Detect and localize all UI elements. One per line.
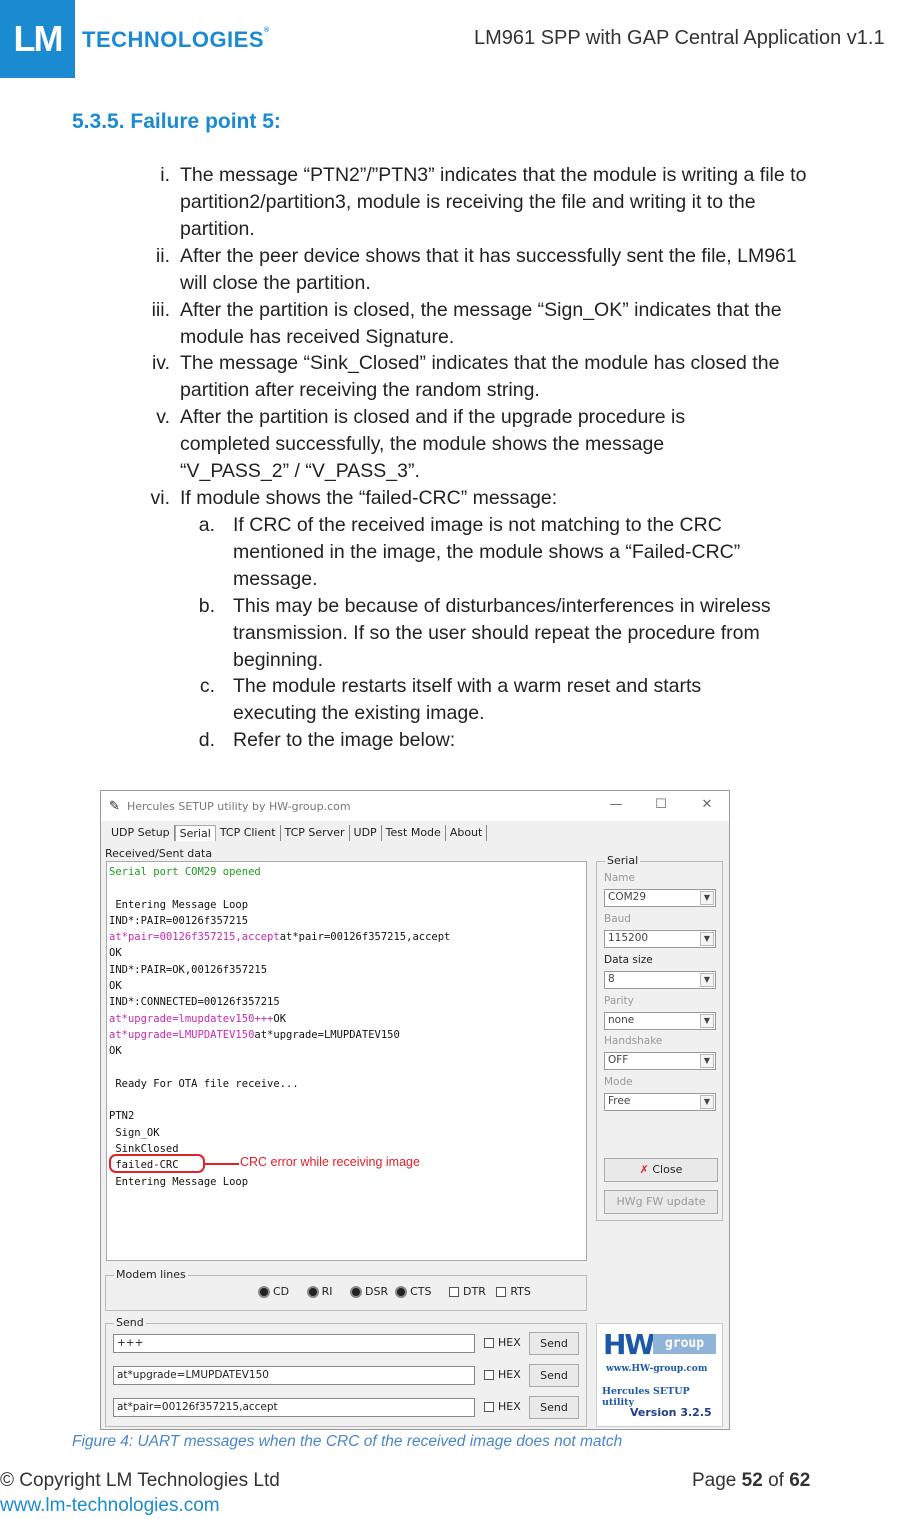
modem-caption: Modem lines <box>116 1268 186 1281</box>
cts-label: CTS <box>410 1285 432 1298</box>
mode-select[interactable]: Free ▼ <box>604 1093 716 1111</box>
fw-update-button[interactable]: HWg FW update <box>604 1190 718 1214</box>
hex-option-2[interactable]: HEX <box>484 1368 521 1381</box>
sublist-text: The module restarts itself with a warm reset and starts executing the existing image. <box>233 675 702 724</box>
terminal-line: Ready For OTA file receive... <box>109 1077 299 1090</box>
send-button-2[interactable]: Send <box>529 1364 579 1387</box>
list-text: After the partition is closed, the message “Sign_OK” indicates that the module has received Signature. <box>180 299 782 348</box>
cts-led-icon <box>395 1286 407 1298</box>
chevron-down-icon: ▼ <box>700 1014 714 1028</box>
serial-caption: Serial <box>607 854 639 867</box>
list-number: vi. <box>150 487 170 509</box>
baud-select[interactable]: 115200 ▼ <box>604 930 716 948</box>
dsr-label: DSR <box>365 1285 389 1298</box>
tab-about[interactable]: About <box>446 825 488 841</box>
tab-bar <box>107 825 487 841</box>
tab-tcp-client[interactable]: TCP Client <box>216 825 281 841</box>
terminal-line <box>109 1060 584 1076</box>
hex-checkbox[interactable] <box>484 1338 494 1348</box>
terminal-line: at*upgrade=lmupdatev150+++OK <box>109 1012 287 1025</box>
chevron-down-icon: ▼ <box>700 932 714 946</box>
terminal-line: IND*:PAIR=OK,00126f357215 <box>109 963 268 976</box>
figure-caption: Figure 4: UART messages when the CRC of the received image does not match <box>72 1433 623 1450</box>
dsr-led-icon <box>350 1286 362 1298</box>
sublist-text: Refer to the image below: <box>233 729 456 751</box>
terminal-line: Entering Message Loop <box>109 898 249 911</box>
version-label: Version 3.2.5 <box>630 1406 712 1419</box>
list-text: After the peer device shows that it has successfully sent the file, LM961 will close the partition. <box>180 245 797 294</box>
tab-tcp-server[interactable]: TCP Server <box>281 825 350 841</box>
name-label: Name <box>604 872 635 884</box>
sublist-text: If CRC of the received image is not matching to the CRC mentioned in the image, the module shows a “Failed-CRC” message. <box>233 514 741 590</box>
terminal-output[interactable] <box>106 861 587 1261</box>
rts-checkbox[interactable] <box>496 1287 506 1297</box>
company-url[interactable]: www.lm-technologies.com <box>0 1495 220 1516</box>
baud-label: Baud <box>604 913 631 925</box>
rts-label: RTS <box>510 1285 531 1298</box>
maximize-icon[interactable]: ☐ <box>655 797 667 812</box>
terminal-line: PTN2 <box>109 1110 135 1123</box>
hercules-screenshot <box>100 790 730 1430</box>
x-icon: ✗ <box>639 1163 649 1176</box>
sublist-letter: b. <box>198 595 215 617</box>
list-number: v. <box>156 406 170 428</box>
terminal-line: Entering Message Loop <box>109 1175 249 1188</box>
terminal-line: at*pair=00126f357215,acceptat*pair=00126f357215,accept <box>109 931 451 944</box>
minimize-icon[interactable]: — <box>609 797 623 812</box>
terminal-line: OK <box>109 980 122 993</box>
hwgroup-brand <box>596 1323 723 1427</box>
sublist-letter: d. <box>198 729 215 751</box>
terminal-line: Serial port COM29 opened <box>109 866 261 878</box>
list-text: The message “Sink_Closed” indicates that the module has closed the partition after receiving the random string. <box>180 352 780 401</box>
sublist-letter: c. <box>199 675 215 697</box>
ri-label: RI <box>321 1285 333 1298</box>
tab-udp[interactable]: UDP <box>350 825 382 841</box>
port-select[interactable]: COM29 ▼ <box>604 889 716 907</box>
parity-select[interactable]: none ▼ <box>604 1012 716 1030</box>
mode-label: Mode <box>604 1076 633 1088</box>
sublist-text: This may be because of disturbances/interferences in wireless transmission. If so the user should repeat the procedure from beginning. <box>233 595 771 671</box>
tab-udp-setup[interactable]: UDP Setup <box>107 825 175 841</box>
section-heading: 5.3.5. Failure point 5: <box>72 110 281 133</box>
terminal-line: SinkClosed <box>109 1143 179 1156</box>
product-name: Hercules SETUP utility <box>602 1386 690 1408</box>
lm-logo-text: TECHNOLOGIES® <box>82 27 270 52</box>
list-text: After the partition is closed and if the upgrade procedure is completed successfully, the module shows the message “V_PASS_2” / “V_PASS_3”. <box>180 406 686 482</box>
app-icon: ✎ <box>109 799 120 814</box>
ri-led-icon <box>307 1286 319 1298</box>
send-input-1[interactable]: +++ <box>113 1334 475 1353</box>
hex-option-1[interactable]: HEX <box>484 1336 521 1349</box>
hex-checkbox[interactable] <box>484 1402 494 1412</box>
sublist-letter: a. <box>198 514 215 536</box>
list-item <box>140 162 840 242</box>
parity-label: Parity <box>604 995 634 1007</box>
received-label: Received/Sent data <box>105 847 213 860</box>
terminal-line <box>109 880 584 896</box>
list-text: If module shows the “failed-CRC” message: <box>180 487 558 509</box>
chevron-down-icon: ▼ <box>700 973 714 987</box>
terminal-line: OK <box>109 1045 122 1058</box>
chevron-down-icon: ▼ <box>700 1095 714 1109</box>
close-port-button[interactable]: ✗ Close <box>604 1158 718 1182</box>
error-highlight <box>109 1154 205 1173</box>
handshake-label: Handshake <box>604 1035 663 1047</box>
hw-url: www.HW-group.com <box>606 1364 708 1374</box>
dtr-label: DTR <box>463 1285 486 1298</box>
terminal-line: IND*:PAIR=00126f357215 <box>109 914 249 927</box>
terminal-line <box>109 1092 584 1108</box>
send-button-3[interactable]: Send <box>529 1396 579 1419</box>
list-number: iii. <box>151 299 170 321</box>
group-logo: group <box>653 1334 716 1354</box>
handshake-select[interactable]: OFF ▼ <box>604 1052 716 1070</box>
page-number: Page 52 of 62 <box>692 1470 811 1491</box>
window-title: Hercules SETUP utility by HW-group.com <box>127 799 351 813</box>
list-number: ii. <box>155 245 170 267</box>
cd-label: CD <box>273 1285 290 1298</box>
cd-led-icon <box>258 1286 270 1298</box>
list-number: i. <box>160 164 170 186</box>
close-icon[interactable]: ✕ <box>701 797 713 812</box>
lm-logo-mark: LM <box>0 0 75 78</box>
modem-indicators <box>258 1285 531 1298</box>
chevron-down-icon: ▼ <box>700 1054 714 1068</box>
hex-option-3[interactable]: HEX <box>484 1400 521 1413</box>
annotation-arrow <box>205 1163 239 1165</box>
datasize-select[interactable]: 8 ▼ <box>604 971 716 989</box>
hw-logo: HW <box>603 1328 654 1361</box>
terminal-line: Sign_OK <box>109 1126 160 1139</box>
tab-serial[interactable]: Serial <box>175 825 216 841</box>
copyright: © Copyright LM Technologies Ltd <box>0 1470 280 1491</box>
hex-checkbox[interactable] <box>484 1370 494 1380</box>
send-input-2[interactable]: at*upgrade=LMUPDATEV150 <box>113 1366 475 1385</box>
send-button-1[interactable]: Send <box>529 1332 579 1355</box>
list-number: iv. <box>151 352 170 374</box>
annotation-text: CRC error while receiving image <box>240 1155 420 1169</box>
terminal-line: OK <box>109 947 122 960</box>
modem-lines-group <box>105 1268 587 1311</box>
send-input-3[interactable]: at*pair=00126f357215,accept <box>113 1398 475 1417</box>
tab-test-mode[interactable]: Test Mode <box>382 825 446 841</box>
list-text: The message “PTN2”/”PTN3” indicates that the module is writing a file to partition2/partition3, module is receiving the file and writing it to the partition. <box>180 164 807 240</box>
document-title: LM961 SPP with GAP Central Application v1.1 <box>474 27 885 49</box>
terminal-line: failed-CRC <box>109 1159 179 1172</box>
dtr-checkbox[interactable] <box>449 1287 459 1297</box>
datasize-label: Data size <box>604 954 653 966</box>
serial-group <box>596 854 723 1221</box>
title-bar <box>101 791 729 821</box>
terminal-line: at*upgrade=LMUPDATEV150at*upgrade=LMUPDATEV150 <box>109 1028 400 1041</box>
send-caption: Send <box>116 1316 144 1329</box>
chevron-down-icon: ▼ <box>700 891 714 905</box>
terminal-line: IND*:CONNECTED=00126f357215 <box>109 996 280 1009</box>
send-group <box>105 1316 587 1427</box>
